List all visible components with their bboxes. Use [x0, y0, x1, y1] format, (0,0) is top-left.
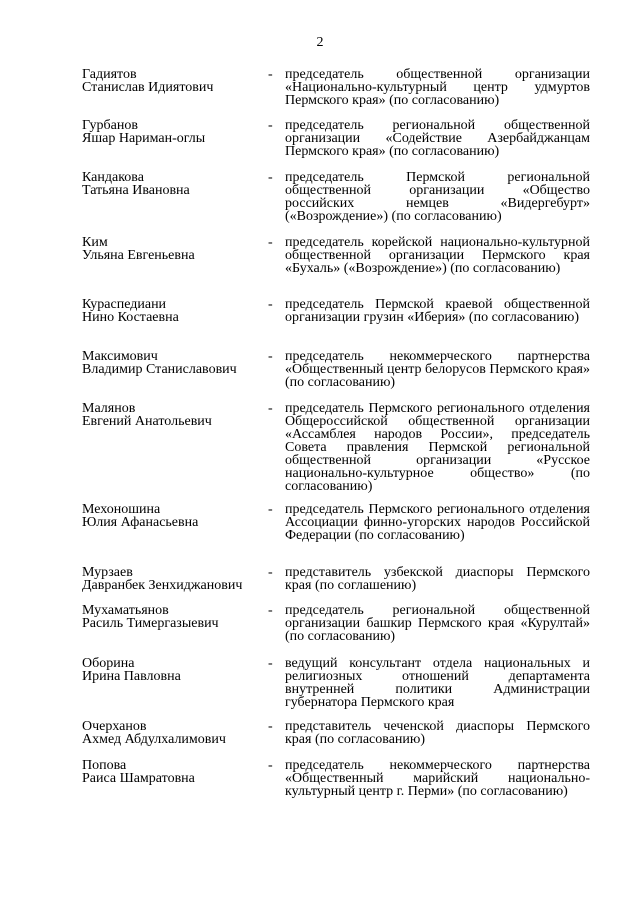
member-name — [82, 503, 262, 529]
separator-dash: - — [268, 235, 273, 250]
member-role: представитель чеченской диаспоры Пермского края (по согласованию) — [285, 719, 590, 747]
member-entry — [0, 401, 640, 494]
member-name — [82, 68, 262, 94]
separator-dash: - — [268, 719, 273, 734]
member-name — [82, 720, 262, 746]
member-given-names: Евгений Анатольевич — [82, 414, 212, 429]
member-name — [82, 298, 262, 324]
page-number: 2 — [316, 35, 324, 50]
member-name — [82, 236, 262, 262]
member-role: председатель региональной общественной организации «Содействие Азербайджанцам Пермского края» (по согласованию) — [285, 118, 590, 159]
member-surname: Мухаматьянов — [82, 603, 169, 618]
member-given-names: Ахмед Абдулхалимович — [82, 732, 226, 747]
member-given-names: Ульяна Евгеньевна — [82, 248, 195, 263]
member-given-names: Ирина Павловна — [82, 669, 181, 684]
member-name — [82, 119, 262, 145]
separator-dash: - — [268, 297, 273, 312]
member-given-names: Раиса Шамратовна — [82, 771, 195, 786]
member-role: председатель корейской национально-культурной общественной организации Пермского края «Бухаль» («Возрождение») (по согласованию) — [285, 235, 590, 276]
member-name — [82, 402, 262, 428]
member-surname: Кандакова — [82, 170, 144, 185]
member-surname: Попова — [82, 758, 127, 773]
member-name — [82, 604, 262, 630]
separator-dash: - — [268, 170, 273, 185]
separator-dash: - — [268, 758, 273, 773]
member-given-names: Давранбек Зенхиджанович — [82, 578, 243, 593]
member-name — [82, 171, 262, 197]
member-surname: Максимович — [82, 349, 158, 364]
member-surname: Малянов — [82, 401, 136, 416]
separator-dash: - — [268, 118, 273, 133]
member-surname: Оборина — [82, 656, 135, 671]
separator-dash: - — [268, 349, 273, 364]
member-surname: Очерханов — [82, 719, 147, 734]
member-given-names: Станислав Идиятович — [82, 80, 214, 95]
member-role: представитель узбекской диаспоры Пермского края (по соглашению) — [285, 565, 590, 593]
member-surname: Гурбанов — [82, 118, 138, 133]
member-role: ведущий консультант отдела национальных и религиозных отношений департамента внутренней политики Администрации губернатора Пермского края — [285, 656, 590, 710]
member-role: председатель некоммерческого партнерства «Общественный центр белорусов Пермского края» (по согласованию) — [285, 349, 590, 390]
member-role: председатель некоммерческого партнерства «Общественный марийский национально-культурный центр г. Перми» (по согласованию) — [285, 758, 590, 799]
member-given-names: Владимир Станиславович — [82, 362, 237, 377]
member-role: председатель Пермского регионального отделения Общероссийской общественной организации «Ассамблея народов России», председатель Совета правления Пермской региональной общественной организации «Русское национально-культурное общество» (по согласованию) — [285, 401, 590, 494]
member-surname: Мехоношина — [82, 502, 161, 517]
separator-dash: - — [268, 565, 273, 580]
member-role: председатель Пермской краевой общественной организации грузин «Иберия» (по согласованию) — [285, 297, 590, 325]
member-given-names: Расиль Тимергазыевич — [82, 616, 219, 631]
member-role: председатель региональной общественной организации башкир Пермского края «Курултай» (по согласованию) — [285, 603, 590, 644]
member-given-names: Татьяна Ивановна — [82, 183, 190, 198]
member-given-names: Яшар Нариман-оглы — [82, 131, 206, 146]
member-surname: Кураспедиани — [82, 297, 167, 312]
member-role: председатель общественной организации «Национально-культурный центр удмуртов Пермского края» (по согласованию) — [285, 67, 590, 108]
separator-dash: - — [268, 502, 273, 517]
separator-dash: - — [268, 603, 273, 618]
member-name — [82, 657, 262, 683]
member-name — [82, 350, 262, 376]
member-name — [82, 759, 262, 785]
member-role: председатель Пермского регионального отделения Ассоциации финно-угорских народов Российской Федерации (по согласованию) — [285, 502, 590, 543]
member-surname: Мурзаев — [82, 565, 133, 580]
separator-dash: - — [268, 656, 273, 671]
member-role: председатель Пермской региональной общественной организации «Общество российских немцев «Видергебурт» («Возрождение») (по согласованию) — [285, 170, 590, 224]
member-name — [82, 566, 262, 592]
member-surname: Гадиятов — [82, 67, 137, 82]
member-entry — [0, 759, 640, 839]
member-surname: Ким — [82, 235, 108, 250]
separator-dash: - — [268, 401, 273, 416]
member-given-names: Юлия Афанасьевна — [82, 515, 199, 530]
separator-dash: - — [268, 67, 273, 82]
member-given-names: Нино Костаевна — [82, 310, 179, 325]
